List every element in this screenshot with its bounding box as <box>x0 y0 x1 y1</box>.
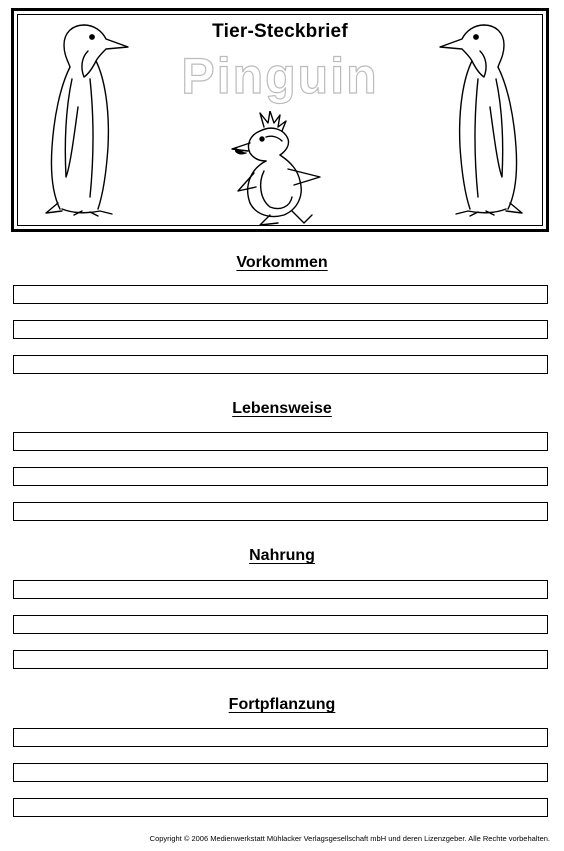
writing-line[interactable] <box>13 728 548 747</box>
rockhopper-penguin-icon <box>220 111 330 229</box>
worksheet-title: Tier-Steckbrief <box>212 21 348 42</box>
copyright-notice: Copyright © 2006 Medienwerkstatt Mühlacker Verlagsgesellschaft mbH und deren Lizenzgeber. Alle Rechte vorbehalten. <box>149 834 550 843</box>
writing-line[interactable] <box>13 432 548 451</box>
section-heading-fortpflanzung: Fortpflanzung <box>228 696 336 713</box>
section-heading-lebensweise: Lebensweise <box>232 400 332 417</box>
writing-line[interactable] <box>13 320 548 339</box>
writing-line[interactable] <box>13 502 548 521</box>
writing-line[interactable] <box>13 650 548 669</box>
writing-line[interactable] <box>13 285 548 304</box>
writing-line[interactable] <box>13 355 548 374</box>
animal-name-title: Pinguin <box>181 48 379 104</box>
section-heading-nahrung: Nahrung <box>249 547 315 564</box>
header-box <box>11 8 549 232</box>
writing-line[interactable] <box>13 763 548 782</box>
writing-line[interactable] <box>13 467 548 486</box>
section-heading-vorkommen: Vorkommen <box>236 254 328 271</box>
writing-line[interactable] <box>13 615 548 634</box>
writing-line[interactable] <box>13 798 548 817</box>
writing-line[interactable] <box>13 580 548 599</box>
